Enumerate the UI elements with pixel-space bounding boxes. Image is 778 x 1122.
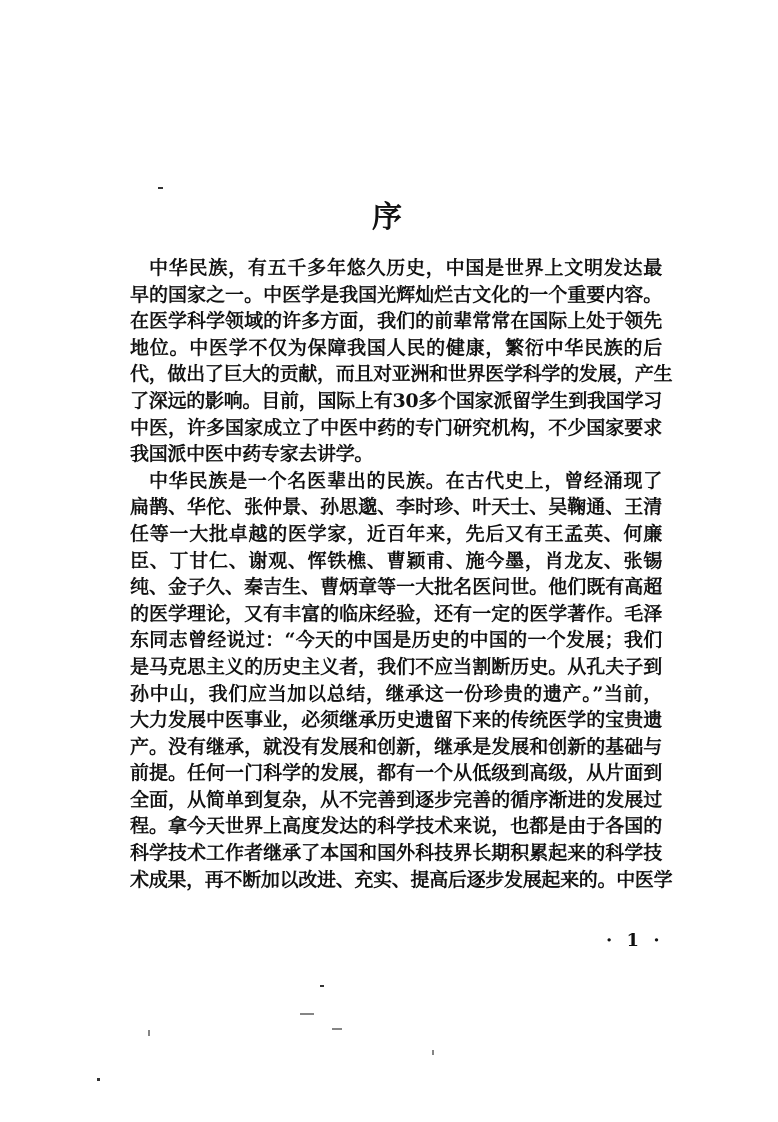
text-line: 全面，从简单到复杂，从不完善到逐步完善的循序渐进的发展过 (130, 788, 662, 811)
text-line: 中医，许多国家成立了中医中药的专门研究机构，不少国家要求 (130, 416, 662, 439)
scan-speck (320, 985, 324, 987)
text-line: 科学技术工作者继承了本国和国外科技界长期积累起来的科学技 (130, 842, 662, 865)
scan-speck (432, 1050, 434, 1055)
scan-speck (97, 1078, 100, 1081)
text-line: 是马克思主义的历史主义者，我们不应当割断历史。从孔夫子到 (130, 655, 662, 678)
scan-speck (148, 1030, 150, 1036)
text-line: 大力发展中医事业，必须继承历史遗留下来的传统医学的宝贵遗 (130, 709, 662, 732)
text-line: 程。拿今天世界上高度发达的科学技术来说，也都是由于各国的 (130, 815, 662, 838)
text-line: 了深远的影响。目前，国际上有30多个国家派留学生到我国学习 (130, 389, 662, 412)
text-line: 术成果，再不断加以改进、充实、提高后逐步发展起来的。中医学 (130, 868, 673, 891)
text-line: 代，做出了巨大的贡献，而且对亚洲和世界医学科学的发展，产生 (130, 363, 673, 386)
text-line: 的医学理论，又有丰富的临床经验，还有一定的医学著作。毛泽 (130, 602, 662, 625)
text-line: 地位。中医学不仅为保障我国人民的健康，繁衍中华民族的后 (130, 336, 662, 359)
scan-speck (300, 1013, 314, 1015)
text-line: 臣、丁甘仁、谢观、恽铁樵、曹颖甫、施今墨，肖龙友、张锡 (130, 549, 662, 572)
text-line: 扁鹊、华佗、张仲景、孙思邈、李时珍、叶天士、吴鞠通、王清 (130, 496, 662, 519)
page-title: 序 (372, 200, 402, 235)
scan-speck (158, 187, 163, 189)
text-line: 在医学科学领域的许多方面，我们的前辈常常在国际上处于领先 (130, 310, 662, 333)
text-line: 产。没有继承，就没有发展和创新，继承是发展和创新的基础与 (130, 735, 662, 758)
text-line: 纯、金子久、秦吉生、曹炳章等一大批名医问世。他们既有高超 (130, 576, 662, 599)
text-line: 任等一大批卓越的医学家，近百年来，先后又有王孟英、何廉 (130, 522, 662, 545)
text-line: 中华民族是一个名医辈出的民族。在古代史上，曾经涌现了 (149, 469, 662, 492)
scan-speck (332, 1028, 342, 1030)
text-line: 中华民族，有五千多年悠久历史，中国是世界上文明发达最 (149, 257, 662, 279)
text-line: 前提。任何一门科学的发展，都有一个从低级到高级，从片面到 (130, 762, 662, 785)
text-line: 早的国家之一。中医学是我国光辉灿烂古文化的一个重要内容。 (130, 283, 662, 306)
page-number: · 1 · (606, 930, 664, 951)
text-line: 我国派中医中药专家去讲学。 (130, 443, 374, 466)
text-line: 孙中山，我们应当加以总结，继承这一份珍贵的遗产。”当前， (130, 682, 662, 705)
body-text (130, 255, 673, 893)
text-line: 东同志曾经说过：“今天的中国是历史的中国的一个发展；我们 (130, 629, 662, 652)
